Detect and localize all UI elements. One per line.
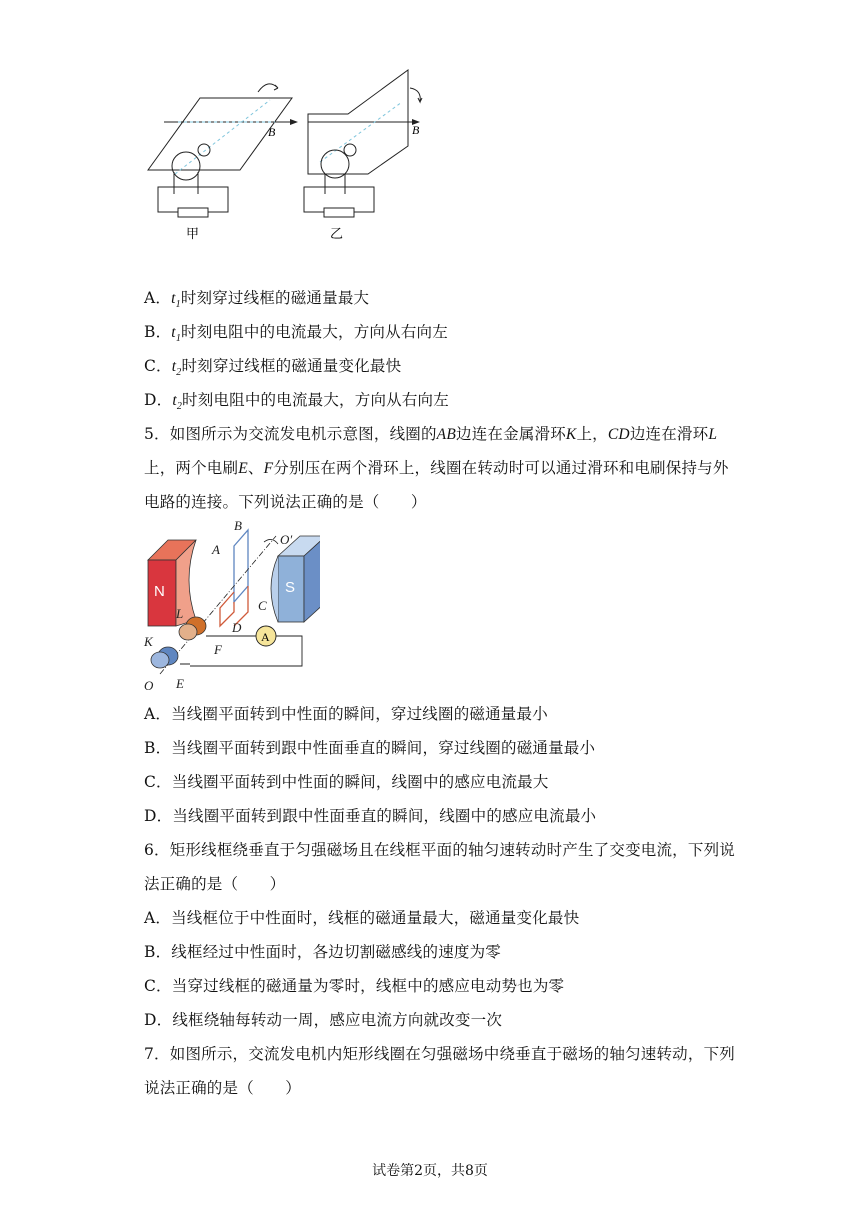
q5-option-a: A．当线圈平面转到中性面的瞬间，穿过线圈的磁通量最小 (144, 705, 548, 723)
page-footer: 试卷第2页，共8页 (372, 1163, 488, 1179)
label-f: F (214, 642, 222, 657)
label-k: K (144, 634, 153, 649)
label-d: D (232, 620, 242, 635)
label-b: B (234, 518, 242, 533)
q5-stem-line1: 5．如图所示为交流发电机示意图，线圈的AB边连在金属滑环K上，CD边连在滑环L (144, 425, 718, 443)
field-label-right: B (412, 123, 420, 137)
q4-option-d: D．$t_2$时刻电阻中的电流最大，方向从右向左 (144, 391, 449, 413)
caption-yi: 乙 (330, 227, 344, 242)
label-south: S (285, 579, 296, 596)
q6-option-c: C．当穿过线框的磁通量为零时，线框中的感应电动势也为零 (144, 977, 565, 995)
q6-option-b: B．线框经过中性面时，各边切割磁感线的速度为零 (144, 943, 501, 961)
q6-stem-line2: 法正确的是（ ） (144, 875, 286, 893)
label-north: N (154, 583, 165, 600)
q5-stem-line2: 上，两个电刷E、F分别压在两个滑环上，线圈在转动时可以通过滑环和电刷保持与外 (144, 459, 729, 477)
q7-stem-line1: 7．如图所示，交流发电机内矩形线圈在匀强磁场中绕垂直于磁场的轴匀速转动，下列 (144, 1045, 735, 1063)
field-label-left: B (268, 125, 276, 139)
label-c: C (258, 598, 267, 613)
q4-option-b: B．$t_1$时刻电阻中的电流最大，方向从右向左 (144, 323, 448, 345)
q4-option-c: C．$t_2$时刻穿过线框的磁通量变化最快 (144, 357, 402, 379)
q6-option-a: A．当线框位于中性面时，线框的磁通量最大，磁通量变化最快 (144, 909, 580, 927)
q5-stem-line3: 电路的连接。下列说法正确的是（ ） (144, 493, 427, 511)
q5-option-d: D．当线圈平面转到跟中性面垂直的瞬间，线圈中的感应电流最小 (144, 807, 597, 825)
q6-option-d: D．线框绕轴每转动一周，感应电流方向就改变一次 (144, 1011, 503, 1029)
label-o: O (144, 678, 154, 693)
q4-option-a: A．$t_1$时刻穿过线框的磁通量最大 (144, 289, 370, 311)
q5-option-b: B．当线圈平面转到跟中性面垂直的瞬间，穿过线圈的磁通量最小 (144, 739, 596, 757)
q5-option-c: C．当线圈平面转到中性面的瞬间，线圈中的感应电流最大 (144, 773, 549, 791)
q7-stem-line2: 说法正确的是（ ） (144, 1079, 302, 1097)
label-l: L (176, 606, 184, 621)
label-e: E (176, 676, 184, 691)
label-a: A (212, 542, 220, 557)
caption-jia: 甲 (186, 227, 200, 242)
q6-stem-line1: 6．矩形线框绕垂直于匀强磁场且在线框平面的轴匀速转动时产生了交变电流，下列说 (144, 841, 735, 859)
figure-ac-generator (140, 516, 320, 694)
ammeter-label: A (261, 630, 270, 644)
figure-rotating-frames (140, 62, 450, 252)
label-o-prime: O′ (280, 532, 293, 547)
